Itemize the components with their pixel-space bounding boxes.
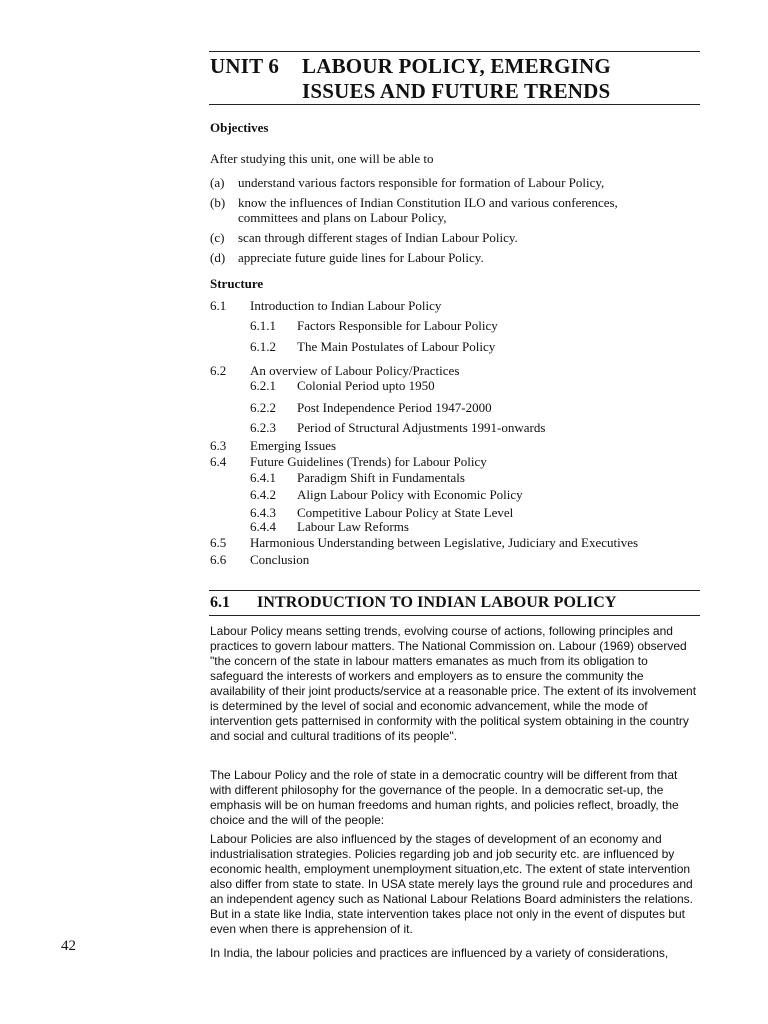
structure-item [210,298,441,313]
list-item [210,250,680,265]
structure-number: 6.4.3 [250,505,276,520]
structure-item [210,454,487,469]
list-marker: (a) [210,175,225,190]
objectives-intro: After studying this unit, one will be able to [210,151,434,166]
objectives-heading: Objectives [210,120,269,135]
unit-header [209,51,700,105]
structure-text: An overview of Labour Policy/Practices [250,363,460,378]
structure-heading: Structure [210,276,264,291]
list-marker: (d) [210,250,226,265]
list-item-text: understand various factors responsible for formation of Labour Policy, [238,175,605,190]
structure-item [250,519,409,534]
structure-text: Period of Structural Adjustments 1991-onwards [297,420,546,435]
list-marker: (b) [210,195,226,210]
structure-number: 6.4.2 [250,487,276,502]
structure-item [250,470,465,485]
structure-text: Conclusion [250,552,310,567]
structure-text: Factors Responsible for Labour Policy [297,318,498,333]
structure-text: Future Guidelines (Trends) for Labour Policy [250,454,487,469]
structure-text: Harmonious Understanding between Legislative, Judiciary and Executives [250,535,639,550]
structure-text: Labour Law Reforms [297,519,409,534]
structure-item [250,420,545,435]
paragraph: In India, the labour policies and practices are influenced by a variety of considerations, [210,946,669,960]
list-item [210,195,680,225]
structure-number: 6.1.2 [250,339,276,354]
list-item [210,230,680,245]
objectives-list [210,175,680,270]
structure-item [250,378,435,393]
list-item [210,175,680,190]
structure-text: Colonial Period upto 1950 [297,378,435,393]
structure-number: 6.5 [210,535,227,550]
unit-title [302,54,702,104]
structure-number: 6.6 [210,552,227,567]
structure-item [210,363,459,378]
unit-title-line-1: LABOUR POLICY, EMERGING [302,54,611,78]
structure-item [250,487,523,502]
structure-number: 6.4 [210,454,227,469]
structure-item [250,339,495,354]
structure-text: The Main Postulates of Labour Policy [297,339,496,354]
section-number: 6.1 [210,594,230,611]
structure-number: 6.2.3 [250,420,276,435]
paragraph: Labour Policy means setting trends, evolving course of actions, following principles and practices to govern labour matters. The National Commission on. Labour (1969) observed "the concern of the state in labour matters emanates as much from its obligation to safeguard the interests of workers and employers as to ensure the community the availability of their joint products/service at a reasonable price. The extent of its involvement is determined by the level of social and economic advancement, while the mode of intervention gets patternised in conformity with the political system obtaining in the country and social and cultural traditions of its people". [210,624,697,743]
structure-text: Paradigm Shift in Fundamentals [297,470,465,485]
structure-text: Post Independence Period 1947-2000 [297,400,492,415]
structure-item [210,552,309,567]
structure-number: 6.3 [210,438,227,453]
paragraph: Labour Policies are also influenced by the stages of development of an economy and industrialisation strategies. Policies regarding job and job security etc. are influenced by economic health, employment unemployment situation,etc. The extent of state intervention also differ from state to state. In USA state merely lays the ground rule and procedures and an independent agency such as National Labour Relations Board administers the relations. But in a state like India, state intervention takes place not only in the event of disputes but even when there is apprehension of it. [210,832,693,936]
structure-text: Emerging Issues [250,438,337,453]
unit-number: UNIT 6 [210,54,280,78]
structure-number: 6.4.1 [250,470,276,485]
list-item-text: scan through different stages of Indian Labour Policy. [238,230,518,245]
structure-item [210,438,336,453]
structure-item [250,400,492,415]
structure-item [250,318,498,333]
list-marker: (c) [210,230,225,245]
paragraph: The Labour Policy and the role of state in a democratic country will be different from that with different philosophy for the governance of the people. In a democratic set-up, the emphasis will be on human freedoms and human rights, and policies reflect, broadly, the choice and the will of the people: [210,768,679,827]
page-number: 42 [61,938,76,954]
structure-item [210,535,638,550]
section-title: INTRODUCTION TO INDIAN LABOUR POLICY [257,594,617,611]
structure-number: 6.2.2 [250,400,276,415]
structure-text: Introduction to Indian Labour Policy [250,298,442,313]
structure-number: 6.1.1 [250,318,276,333]
structure-number: 6.2 [210,363,227,378]
list-item-text: know the influences of Indian Constitution ILO and various conferences, committees and plans on Labour Policy, [238,195,618,225]
unit-title-line-2: ISSUES AND FUTURE TRENDS [302,79,611,103]
list-item-text: appreciate future guide lines for Labour Policy. [238,250,484,265]
structure-text: Competitive Labour Policy at State Level [297,505,514,520]
structure-item [250,505,513,520]
structure-text: Align Labour Policy with Economic Policy [297,487,523,502]
structure-number: 6.1 [210,298,227,313]
section-header [209,590,700,616]
structure-number: 6.2.1 [250,378,276,393]
structure-number: 6.4.4 [250,519,276,534]
